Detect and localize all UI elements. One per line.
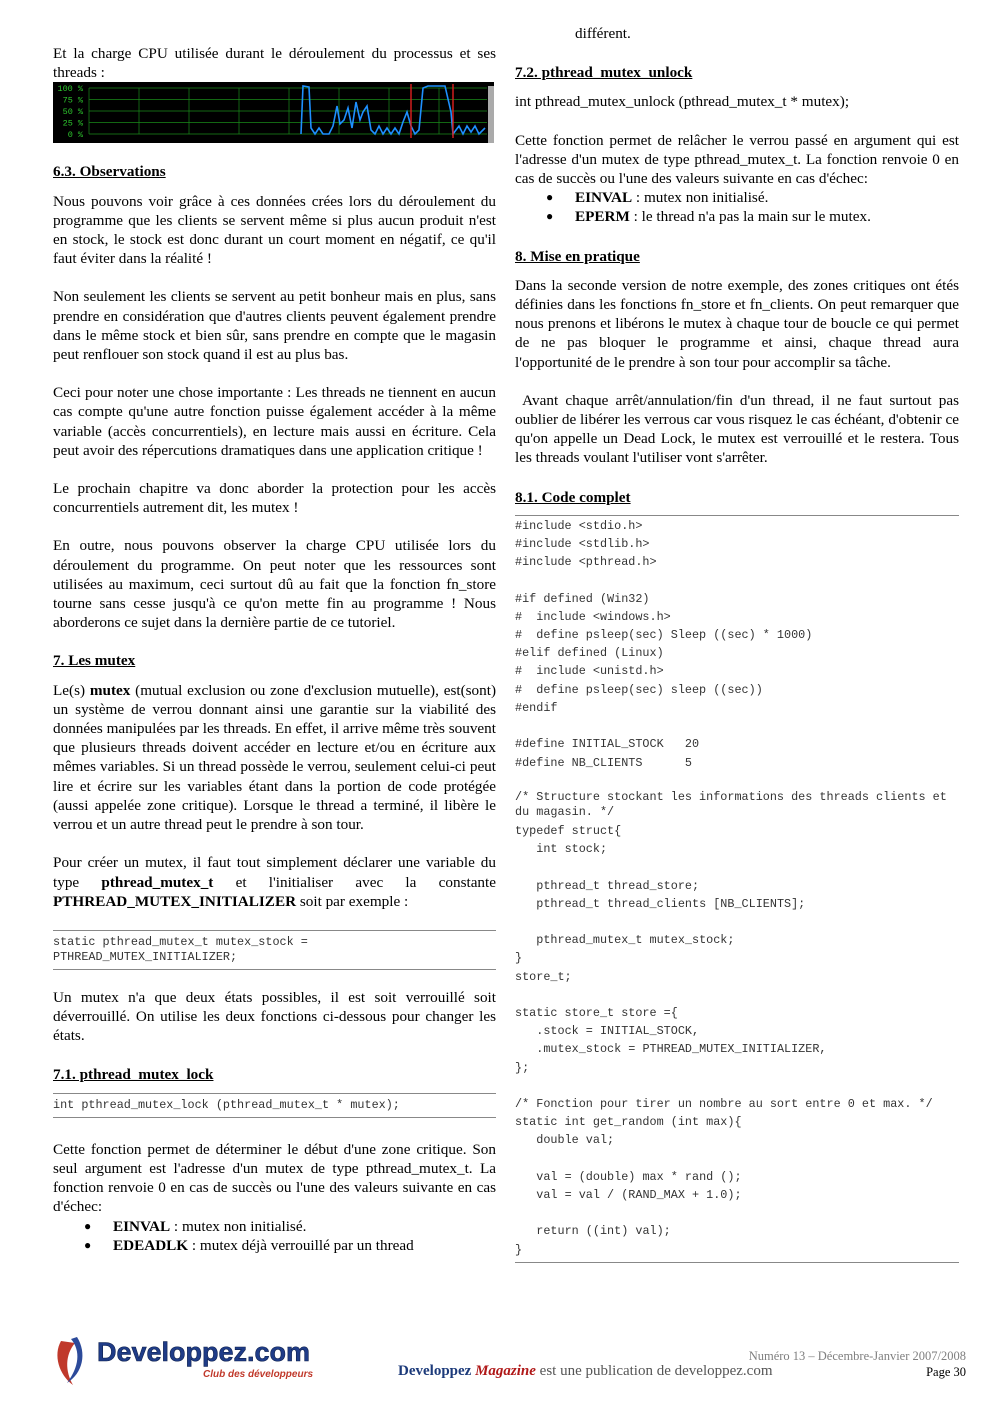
code-line: }; xyxy=(515,1060,530,1075)
code-line: /* Structure stockant les informations des threads clients et du magasin. */ xyxy=(515,789,954,819)
code-line: #include <pthread.h> xyxy=(515,555,657,570)
code-line: } xyxy=(515,951,523,966)
code-line: static int get_random (int max){ xyxy=(515,1115,742,1130)
observations-p5: En outre, nous pouvons observer la charge CPU utilisée lors du déroulement du programme. On peut noter que les ressources sont utilisées au maximum, ceci surtout dû au fait que la fonction fn_store tourne sans cesse jusqu'à ce qu'on mette fin au programme ! Nous aborderons ce sujet dans la dernière partie de ce tutoriel. xyxy=(53,537,496,632)
mutex-p3: Un mutex n'a que deux états possibles, il est soit verrouillé soit déverrouillé. On utilise les deux fonctions ci-dessous pour changer les états. xyxy=(53,988,496,1045)
developpez-logo xyxy=(53,1331,313,1389)
code-line: static store_t store ={ xyxy=(515,1005,678,1020)
practice-p2: Avant chaque arrêt/annulation/fin d'un thread, il ne faut surtout pas oublier de libérer les verrous car vous risquez le cas échéant, d'obtenir ce qu'on appelle un Dead Lock, le mutex est verrouillé et le restera. Tous les threads voulant l'utiliser vont s'arrêter. xyxy=(515,391,963,467)
unlock-bullet-eperm: ● EPERM : le thread n'a pas la main sur le mutex. xyxy=(515,207,959,226)
code-line xyxy=(515,717,959,735)
chart-axis-label: 0 % xyxy=(67,130,83,140)
cpu-intro: Et la charge CPU utilisée durant le déroulement du processus et ses threads : xyxy=(53,45,496,82)
code-line: #elif defined (Linux) xyxy=(515,646,664,661)
code-line: store_t; xyxy=(515,969,572,984)
continuation-text: différent. xyxy=(575,25,631,42)
code-heading: 8.1. Code complet xyxy=(515,488,631,506)
lock-code-block: int pthread_mutex_lock (pthread_mutex_t * mutex); xyxy=(53,1093,496,1118)
code-line: #define INITIAL_STOCK 20 xyxy=(515,737,700,752)
mutex-p1: Le(s) mutex (mutual exclusion ou zone d'exclusion mutuelle), est(sont) un système de verrou donnant ainsi une garantie sur la viabilité des données manipulées par les threads. En effet, il arrive même très souvent que plusieurs threads doivent accéder en lecture et/ou en écriture aux mêmes variables. Si un thread possède le verrou, seulement celui-ci peut lire et écrire sur les variables étant dans la portion de code protégée (aussi appelée zone critique). Lorsque le thread a terminé, il libère le verrou et un autre thread peut le prendre à son tour. xyxy=(53,681,497,834)
right-column xyxy=(515,0,963,1263)
code-line: double val; xyxy=(515,1133,615,1148)
code-line xyxy=(515,1204,959,1222)
code-line: #include <stdio.h> xyxy=(515,518,643,533)
code-line: #define NB_CLIENTS 5 xyxy=(515,755,692,770)
practice-p1: Dans la seconde version de notre exemple, des zones critiques ont étés définies dans les fonctions fn_store et fn_clients. On peut remarquer que nous prenons et libérons le mutex à chaque tour de boucle ce qui permet de ne pas bloquer le programme et ainsi, chaque thread aura l'opportunité de le prendre à son tour pour accomplir sa tâche. xyxy=(515,276,959,371)
full-code-block xyxy=(515,515,959,1263)
chart-axis-label: 50 % xyxy=(62,107,83,117)
code-line: val = val / (RAND_MAX + 1.0); xyxy=(515,1187,742,1202)
lock-heading: 7.1. pthread_mutex_lock xyxy=(53,1065,214,1083)
unlock-bullet-einval: ● EINVAL : mutex non initialisé. xyxy=(515,188,959,207)
code-line: # include <unistd.h> xyxy=(515,664,664,679)
code-line: #if defined (Win32) xyxy=(515,591,650,606)
code-line xyxy=(515,772,959,790)
chart-axis-label: 25 % xyxy=(62,118,83,129)
chart-axis-label: 75 % xyxy=(62,95,83,106)
code-line: # include <windows.h> xyxy=(515,609,671,624)
code-line: # define psleep(sec) Sleep ((sec) * 1000) xyxy=(515,628,813,643)
code-line: } xyxy=(515,1242,523,1257)
logo-tagline: Club des développeurs xyxy=(203,1369,313,1380)
code-line xyxy=(515,986,959,1004)
code-line xyxy=(515,858,959,876)
code-line: pthread_t thread_store; xyxy=(515,878,700,893)
code-line xyxy=(515,913,959,931)
cpu-usage-chart xyxy=(53,82,494,143)
lock-bullet-edeadlk: ● EDEADLK : mutex déjà verrouillé par un thread xyxy=(53,1236,496,1255)
unlock-signature: int pthread_mutex_unlock (pthread_mutex_t * mutex); xyxy=(515,93,850,111)
observations-p1: Nous pouvons voir grâce à ces données crées lors du déroulement du programme que les clients se servent même si plus aucun produit n'est en stock, le stock est donc durant un court moment en négatif, ce qu'il faut éviter dans la réalité ! xyxy=(53,192,496,268)
code-line xyxy=(515,1150,959,1168)
code-line: #endif xyxy=(515,700,558,715)
mutex-p2: Pour créer un mutex, il faut tout simplement déclarer une variable du type pthread_mutex_t et l'initialiser avec la constante PTHREAD_MUTEX_INITIALIZER soit par exemple : xyxy=(53,854,496,910)
code-line xyxy=(515,571,959,589)
code-line: int stock; xyxy=(515,842,608,857)
unlock-p1: Cette fonction permet de relâcher le verrou passé en argument qui est l'adresse d'un mutex de type pthread_mutex_t. La fonction renvoie 0 en cas de succès ou l'une des valeurs suivante en cas d'échec: xyxy=(515,131,959,188)
chart-scroll-edge xyxy=(488,86,494,143)
code-line: # define psleep(sec) sleep ((sec)) xyxy=(515,682,763,697)
page-number: Page 30 xyxy=(926,1365,966,1379)
code-line: typedef struct{ xyxy=(515,823,622,838)
mutex-heading: 7. Les mutex xyxy=(53,652,136,670)
observations-heading: 6.3. Observations xyxy=(53,163,166,181)
code-line xyxy=(515,1077,959,1095)
issue-info: Numéro 13 – Décembre-Janvier 2007/2008 xyxy=(748,1349,966,1363)
practice-heading: 8. Mise en pratique xyxy=(515,247,640,265)
code-line: val = (double) max * rand (); xyxy=(515,1169,742,1184)
code-line: /* Fonction pour tirer un nombre au sort entre 0 et max. */ xyxy=(515,1096,933,1111)
left-column xyxy=(53,0,496,1255)
observations-p3: Ceci pour noter une chose importante : Les threads ne tiennent en aucun cas compte qu'une autre fonction puisse également accéder à la même variable (accès concurrentiels), en lecture mais aussi en écriture. Cela peut avoir des répercutions dramatiques dans une application critique ! xyxy=(53,384,496,459)
logo-wordmark: Developpez.com xyxy=(97,1337,311,1367)
code-line: pthread_mutex_t mutex_stock; xyxy=(515,933,735,948)
magazine-credit: Developpez Magazine est une publication de developpez.com xyxy=(398,1363,773,1379)
code-line: return ((int) val); xyxy=(515,1224,671,1239)
observations-p4: Le prochain chapitre va donc aborder la protection pour les accès concurrentiels autrement dit, les mutex ! xyxy=(53,480,496,517)
lock-p1: Cette fonction permet de déterminer le début d'une zone critique. Son seul argument est l'adresse d'un mutex de type pthread_mutex_t. La fonction renvoie 0 en cas de succès ou l'une des valeurs suivante en cas d'échec: xyxy=(53,1140,496,1216)
code-line: .mutex_stock = PTHREAD_MUTEX_INITIALIZER, xyxy=(515,1042,827,1057)
chart-axis-label: 100 % xyxy=(57,84,83,94)
code-line: #include <stdlib.h> xyxy=(515,537,650,552)
code-line: .stock = INITIAL_STOCK, xyxy=(515,1024,700,1039)
unlock-heading: 7.2. pthread_mutex_unlock xyxy=(515,64,693,82)
code-line: pthread_t thread_clients [NB_CLIENTS]; xyxy=(515,896,806,911)
mutex-code-block: static pthread_mutex_t mutex_stock = PTHREAD_MUTEX_INITIALIZER; xyxy=(53,930,496,970)
observations-p2: Non seulement les clients se servent au petit bonheur mais en plus, sans prendre en considération que d'autres clients peuvent également prendre dans le même stock et bien sûr, sans prendre en compte que le magasin peut renflouer son stock quand il est au plus bas. xyxy=(53,288,496,364)
lock-bullet-einval: ● EINVAL : mutex non initialisé. xyxy=(53,1217,496,1236)
